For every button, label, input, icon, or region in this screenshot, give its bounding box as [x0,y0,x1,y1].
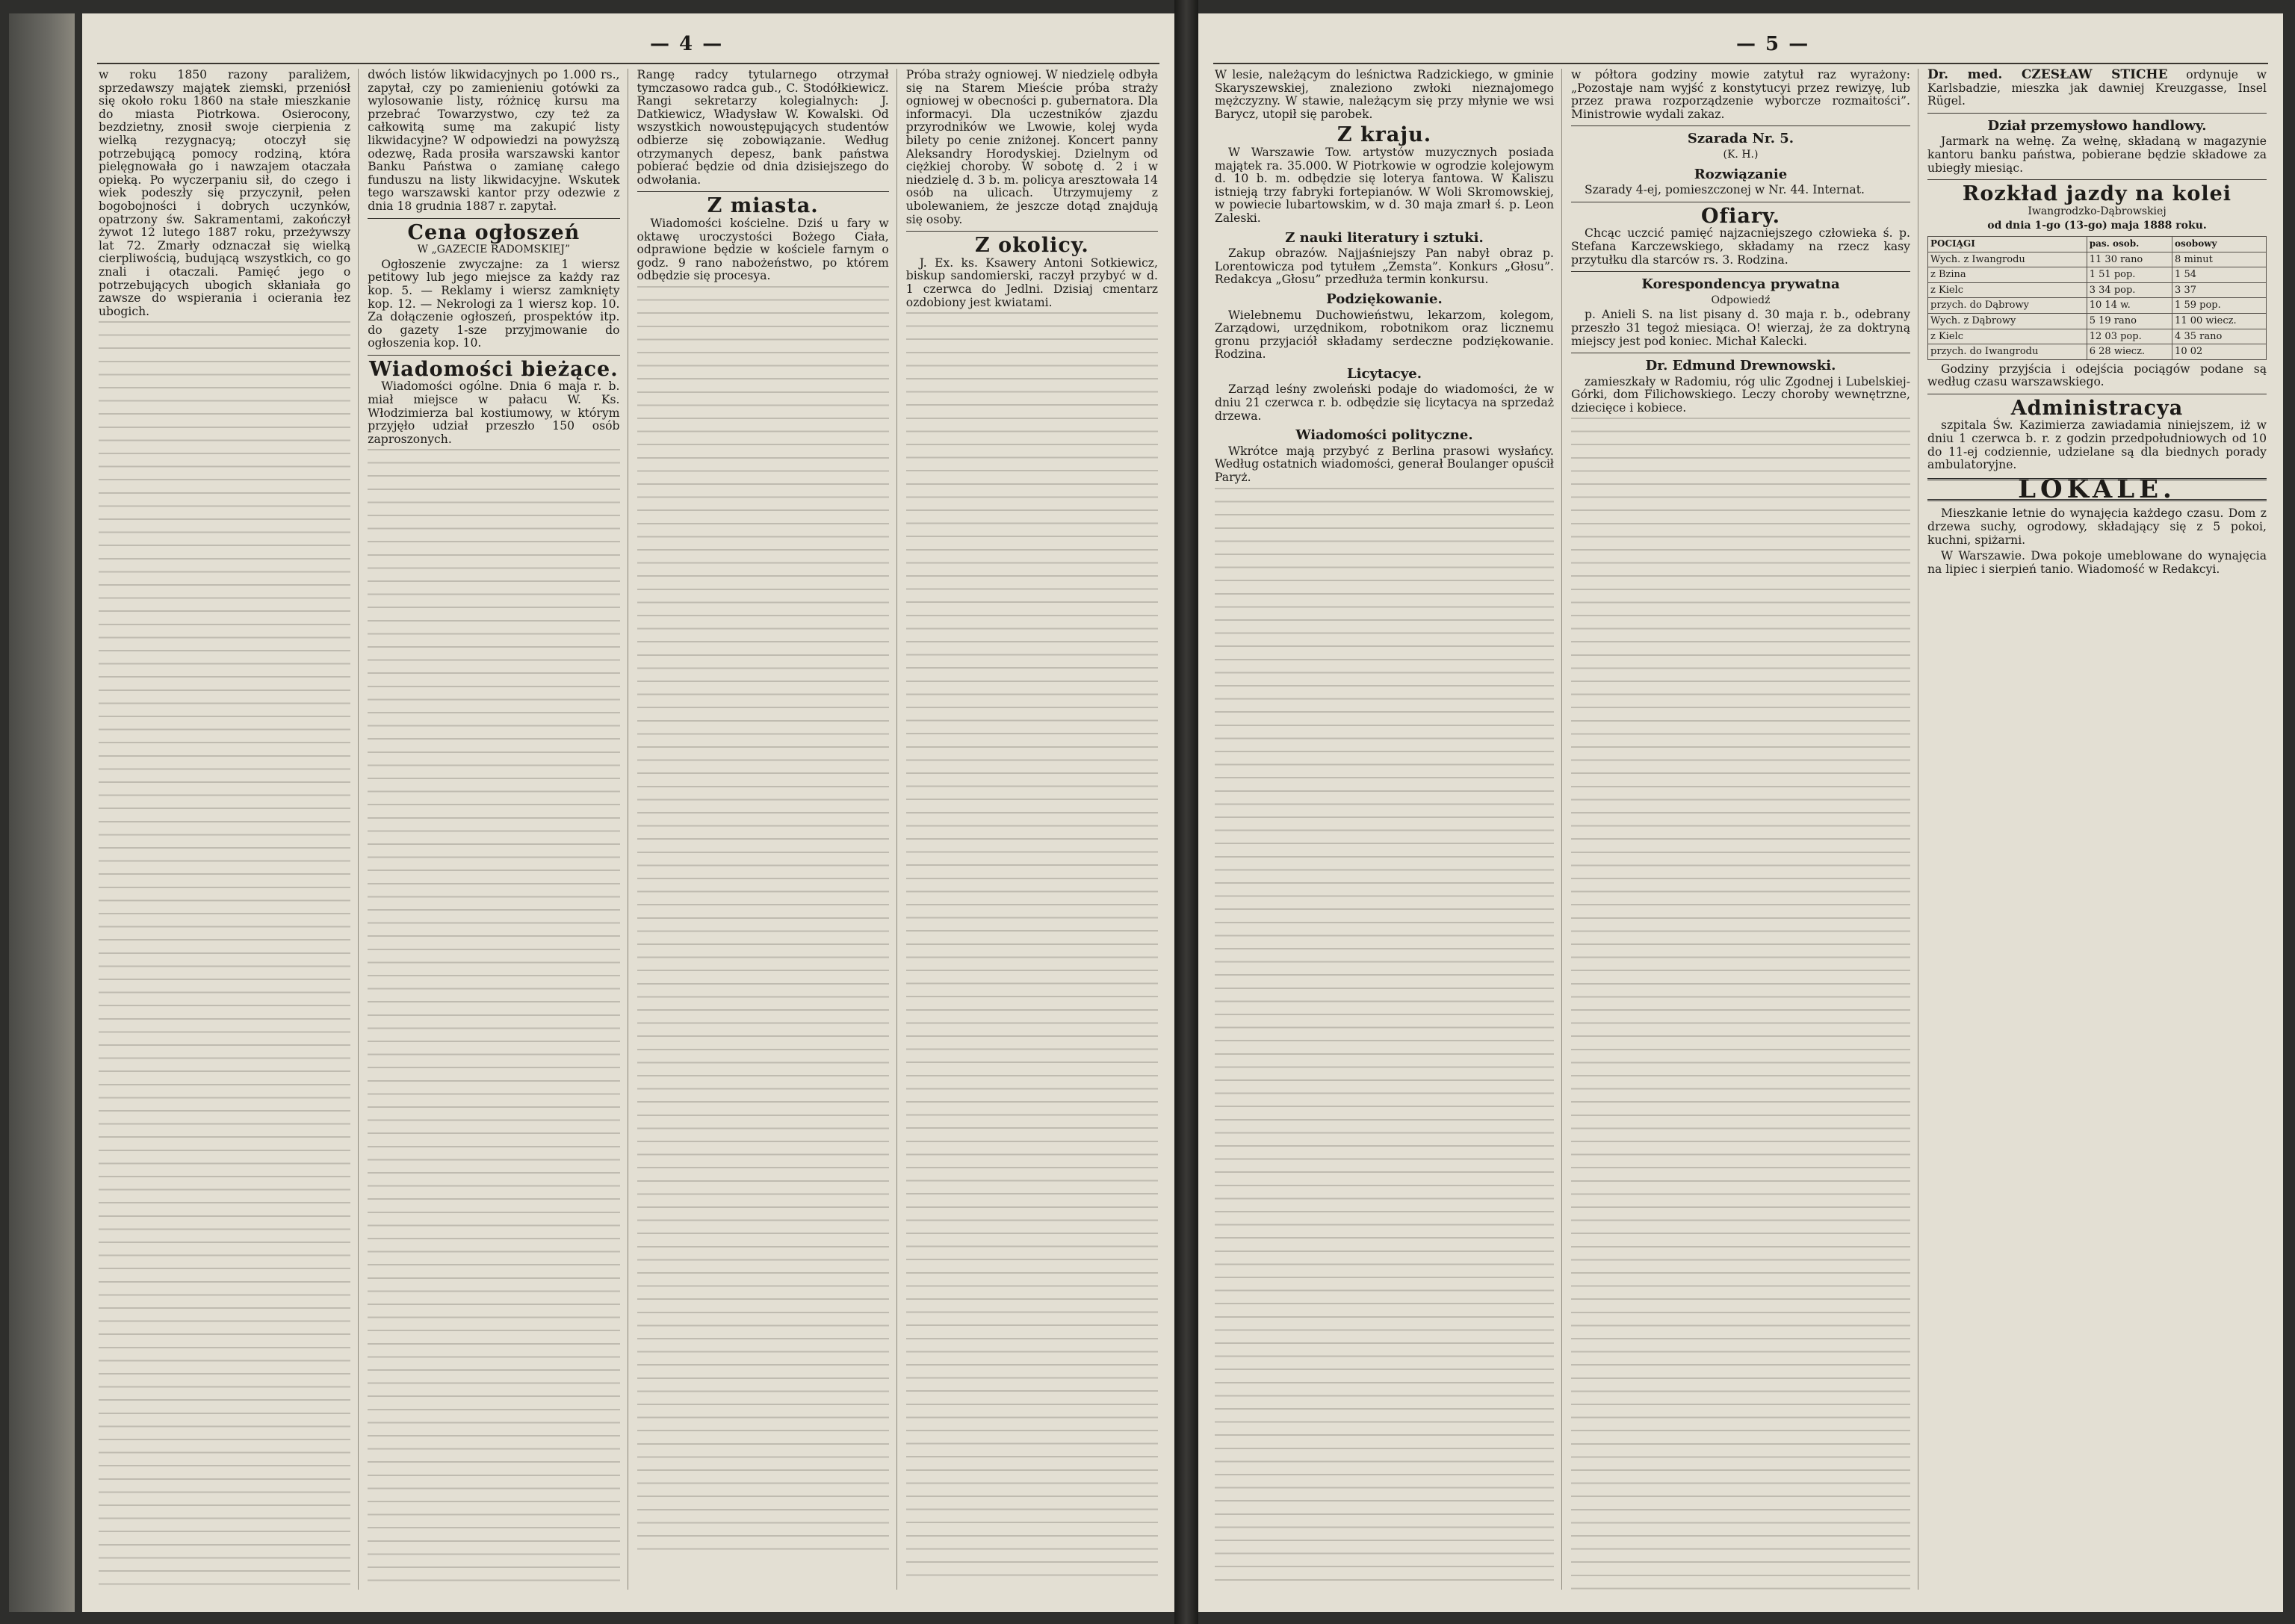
donations-text: Chcąc uczcić pamięć najzacniejszego człowieka ś. p. Stefana Karczewskiego, składamy na rzecz kasy przytułku dla starców rs. 3. Rodzina. [1571,226,1910,267]
article-text: Wielebnemu Duchowieństwu, lekarzom, kolegom, Zarządowi, urzędnikom, robotnikom oraz licznemu gronu przyjaciół składamy serdeczne podziękowanie. Rodzina. [1215,308,1554,362]
article-text: Rangę radcy tytularnego otrzymał tymczasowo radca gub., C. Stodółkiewicz. Rangi sekretarzy kolegialnych: J. Datkiewicz, Władysław W. Kowalski. Od wszystkich nowoustępujących studentów odbierze się zobowiązanie. Według otrzymanych depesz, bank państwa pobierać będzie od dnia dzisiejszego do odwołania. [637,69,889,187]
table-cell: 3 34 pop. [2087,282,2172,298]
table-cell: 11 30 rano [2087,252,2172,267]
timetable-header: POCIĄGI [1928,236,2087,252]
table-cell: 8 minut [2172,252,2267,267]
timetable-heading: Rozkład jazdy na kolei [1962,182,2232,206]
thanks-heading: Podziękowanie. [1326,291,1443,307]
table-row [1928,267,2267,283]
column-2 [1571,69,1918,1590]
doctor-text: ordynuje w Karlsbadzie, mieszka jak dawniej Kreuzgasse, Insel Rügel. [1927,69,2267,108]
page-columns [1215,69,2267,1590]
table-row [1928,329,2267,344]
column-3 [1927,69,2267,1590]
table-row [1928,313,2267,329]
table-cell: Wych. z Iwangrodu [1928,252,2087,267]
divider [368,355,619,356]
table-cell: 12 03 pop. [2087,329,2172,344]
lokale-text: W Warszawie. Dwa pokoje umeblowane do wynajęcia na lipiec i sierpień tanio. Wiadomość w Redakcyi. [1927,549,2267,576]
article-text: w roku 1850 razony paraliżem, sprzedawszy majątek ziemski, przeniósł się około roku 1860 na stałe mieszkanie do miasta Piotrkowa. Osierocony, bezdzietny, znosił swoje cierpienia z wielką rezygnacyą; otoczył się potrzebującą pomocy rodziną, która pielęgnowała go i nawzajem otaczała opieką. Po wyczerpaniu sił, do czego i wiek podeszły się przyczynił, pełen bogobojności i dobrych uczynków, opatrzony św. Sakramentami, zakończył żywot 12 lutego 1887 roku, przeżywszy lat 72. Zmarły odznaczał się wielką cierpliwością, budującą wszystkich, co go znali i otaczali. Pamięć jego o potrzebujących ubogich skłaniała go zawsze do wspierania i ocierania łez ubogich. [99,69,351,318]
timetable-header: pas. osob. [2087,236,2172,252]
table-cell: przych. do Iwangrodu [1928,344,2087,360]
divider [637,191,889,192]
timetable-date: od dnia 1-go (13-go) maja 1888 roku. [1987,220,2207,232]
auctions-heading: Licytacye. [1346,365,1422,382]
table-cell: 11 00 wiecz. [2172,313,2267,329]
charade-heading [1571,132,1910,146]
divider [1571,271,1910,272]
timetable-note: Godziny przyjścia i odejścia pociągów podane są według czasu warszawskiego. [1927,362,2267,389]
news-text: Wiadomości kościelne. Dziś u fary w oktawę uroczystości Bożego Ciała, odprawione będzie w kościele farnym o godz. 9 rano nabożeństwo, po którem odbędzie się procesya. [637,216,889,283]
column-1 [99,69,359,1590]
newspaper-page-5 [1198,13,2283,1612]
column-2 [368,69,628,1590]
doctor-ad-text: zamieszkały w Radomiu, róg ulic Zgodnej i Lubelskiej-Górki, dom Filichowskiego. Leczy choroby wewnętrzne, dziecięce i kobiece. [1571,374,1910,415]
timetable-table [1927,236,2267,360]
column-3 [637,69,897,1590]
page-number: — 4 — [650,33,724,55]
trade-text: Jarmark na wełnę. Za wełnę, składaną w magazynie kantoru banku państwa, pobierane będzie składowe za ubiegły miesiąc. [1927,134,2267,175]
private-correspondence-heading: Korespondencya prywatna [1641,276,1840,293]
article-text: w półtora godziny mowie zatytuł raz wyrażony: „Pozostaje nam wyjść z konstytucyi przez rewizyę, lub przez prawa rozporządzenie wyborcze rozmaitości”. Ministrowie wydali zakaz. [1571,69,1910,121]
divider [1571,125,1910,126]
text-lines [906,312,1158,1582]
table-cell: 10 02 [2172,344,2267,360]
text-lines [368,449,619,1590]
article-text: Zakup obrazów. Najjaśniejszy Pan nabył obraz p. Lorentowicza pod tytułem „Zemsta”. Konkurs „Głosu”. Redakcya „Głosu” przedłuża termin konkursu. [1215,247,1554,287]
table-cell: 6 28 wiecz. [2087,344,2172,360]
text-lines [1571,418,1910,1590]
table-cell: 4 35 rano [2172,329,2267,344]
lokale-text: Mieszkanie letnie do wynajęcia każdego czasu. Dom z drzewa suchy, ogrodowy, składający się z 5 pokoi, kuchni, spiżarni. [1927,506,2267,547]
table-cell: 1 54 [2172,267,2267,283]
article-text: dwóch listów likwidacyjnych po 1.000 rs., zapytał, czy po zamienieniu gotówki za wylosowanie listy, różnicę kursu ma przebrać Towarzystwo, czy też za całkowitą sumę ma zakupić listy likwidacyjne? W odpowiedzi na powyższą odezwę, Rada prosiła warszawski kantor Banku Państwa o zamianę całego funduszu na listy likwidacyjne. Wskutek tego warszawski kantor przy odezwie z dnia 18 grudnia 1887 r. zapytał. [368,69,620,213]
culture-heading: Z nauki literatury i sztuki. [1285,229,1484,246]
table-cell: przych. do Dąbrowy [1928,298,2087,314]
divider [906,231,1158,232]
city-news-heading: Z miasta. [707,194,819,218]
charade-number: Nr. 5. [1752,131,1794,147]
doctor-ad-heading: Dr. Edmund Drewnowski. [1645,358,1836,374]
timetable-header-row [1928,236,2267,252]
table-cell: 10 14 w. [2087,298,2172,314]
donations-heading: Ofiary. [1700,204,1781,228]
table-cell: z Kielc [1928,329,2087,344]
text-lines [1215,488,1554,1590]
correspondence-text: p. Anieli S. na list pisany d. 30 maja r. b., odebrany przeszło 31 tegoż miesiąca. O! wierzaj, że za doktryną miejscy jest pod koniec. Michał Kalecki. [1571,308,1910,348]
solution-text: Szarady 4-ej, pomieszczonej w Nr. 44. Internat. [1585,183,1865,197]
table-cell: z Kielc [1928,282,2087,298]
country-news-heading: Z kraju. [1337,123,1432,147]
table-cell: 5 19 rano [2087,313,2172,329]
top-rule [1213,63,2268,64]
article-text: Zarząd leśny zwoleński podaje do wiadomości, że w dniu 21 czerwca r. b. odbędzie się licytacya na sprzedaż drzewa. [1215,382,1554,423]
table-cell: 1 59 pop. [2172,298,2267,314]
table-cell: Wych. z Dąbrowy [1928,313,2087,329]
current-news-heading: Wiadomości bieżące. [369,357,619,381]
article-text: W Warszawie Tow. artystów muzycznych posiada majątek ra. 35.000. W Piotrkowie w ogrodzie kolejowym d. 10 b. m. odbędzie się loterya fantowa. W Kaliszu istnieją trzy fabryki fortepianów. W Woli Skromowskiej, w powiecie lubartowskim, w d. 30 maja zmarł ś. p. Leon Zaleski. [1215,145,1554,225]
article-text: Próba straży ogniowej. W niedzielę odbyła się na Starem Mieście próba straży ogniowej w obecności p. gubernatora. Dla informacyi. Dla uczestników zjazdu przyrodników we Lwowie, kolej wyda bilety po cenie zniżonej. Koncert panny Aleksandry Horodyskiej. Dzielnym od ciężkiej choroby. W sobotę d. 2 i w niedzielę d. 3 b. m. policya aresztowała 14 osób na ulicach. Utrzymujemy z ubolewaniem, że jeszcze dotąd znajdują się osoby. [905,69,1158,226]
divider [1927,113,2267,114]
table-row [1928,282,2267,298]
text-lines [99,321,350,1590]
book-edge [9,13,75,1612]
page-number: — 5 — [1736,33,1810,55]
ad-prices-heading: Cena ogłoszeń [407,220,580,244]
table-cell: 3 37 [2172,282,2267,298]
table-row [1928,344,2267,360]
region-news-heading: Z okolicy. [974,234,1089,258]
newspaper-page-4 [82,13,1174,1612]
doctor-name: Dr. med. CZESŁAW STICHE [1927,69,2168,82]
timetable-railway: Iwangrodzko-Dąbrowskiej [2028,205,2167,217]
charade-author: (K. H.) [1723,148,1759,161]
reply-subheading: Odpowiedź [1711,294,1771,306]
politics-heading: Wiadomości polityczne. [1295,427,1473,444]
table-row [1928,252,2267,267]
text-lines [637,286,889,1556]
administration-heading: Administracya [2010,396,2184,420]
ad-prices-subheading: W „GAZECIE RADOMSKIEJ” [417,244,571,256]
news-text: J. Ex. ks. Ksawery Antoni Sotkiewicz, biskup sandomierski, raczył przybyć w d. 1 czerwca do Jedlni. Dzisiaj cmentarz ozdobiony jest kwiatami. [905,255,1158,309]
column-1 [1215,69,1562,1590]
ad-prices-text: Ogłoszenie zwyczajne: za 1 wiersz petitowy lub jego miejsce za każdy raz kop. 5. — Reklamy i wiersz zamknięty kop. 12. — Nekrologi za 1 wiersz kop. 10. Za dołączenie ogłoszeń, prospektów itp. do gazety 1-sze przyjmowanie do ogłoszenia kop. 10. [368,257,620,350]
column-4 [906,69,1158,1590]
table-row [1928,298,2267,314]
timetable-header: osobowy [2172,236,2267,252]
lokale-heading: LOKALE. [1927,478,2267,502]
top-rule [97,63,1159,64]
book-gutter [1174,0,1198,1624]
solution-heading: Rozwiązanie [1694,166,1788,182]
trade-section-heading: Dział przemysłowo handlowy. [1987,117,2207,134]
doctor-notice [1927,69,2267,108]
charade-title: Szarada [1687,131,1748,147]
divider [368,218,619,219]
administration-text: szpitala Św. Kazimierza zawiadamia niniejszem, iż w dniu 1 czerwca b. r. z godzin przedpołudniowych od 10 do 11-ej codziennie, udzielane są dla biednych porady ambulatoryjne. [1927,418,2267,472]
table-cell: z Bzina [1928,267,2087,283]
page-columns [99,69,1158,1590]
divider [1927,179,2267,180]
news-text: Wiadomości ogólne. Dnia 6 maja r. b. miał miejsce w pałacu W. Ks. Włodzimierza bal kostiumowy, w którym przyjęło udział przeszło 150 osób zaproszonych. [368,379,620,446]
article-text: Wkrótce mają przybyć z Berlina prasowi wysłańcy. Według ostatnich wiadomości, generał Boulanger opuścił Paryż. [1215,444,1554,485]
article-text: W lesie, należącym do leśnictwa Radzickiego, w gminie Skaryszewskiej, znaleziono zwłoki nieznajomego mężczyzny. W stawie, należącym się przy młynie we wsi Barycz, utopił się parobek. [1215,69,1554,121]
table-cell: 1 51 pop. [2087,267,2172,283]
